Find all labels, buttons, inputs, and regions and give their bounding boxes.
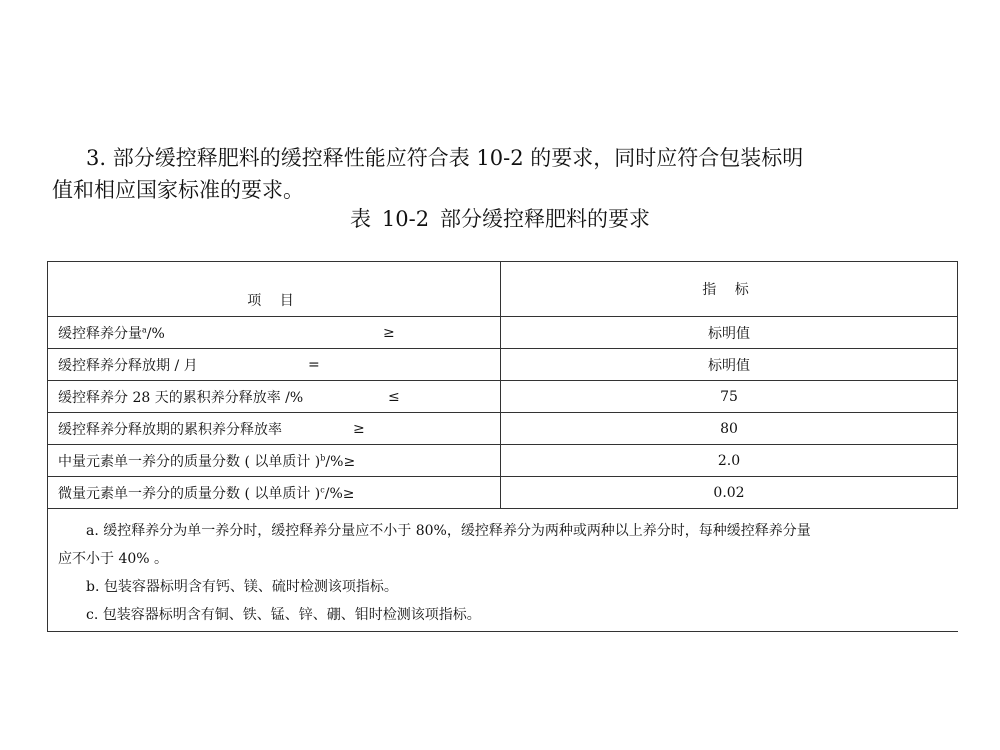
row-item-label: 微量元素单一养分的质量分数 ( 以单质计 ) [58, 485, 321, 502]
row-item-unit: /% [325, 453, 344, 470]
footnote-marker: c [320, 484, 325, 494]
intro-paragraph-line1: 3. 部分缓控释肥料的缓控释性能应符合表 10-2 的要求，同时应符合包装标明 [86, 146, 804, 170]
footnote-marker: a [142, 324, 147, 334]
intro-paragraph-line2: 值和相应国家标准的要求。 [52, 178, 304, 202]
row-item-unit: /% [324, 485, 343, 502]
row-value: 2.0 [501, 445, 958, 477]
row-item-label: 中量元素单一养分的质量分数 ( 以单质计 ) [58, 453, 321, 470]
row-item-label: 缓控释养分释放期 / 月 [58, 357, 198, 374]
table-caption: 表 10-2 部分缓控释肥料的要求 [350, 207, 650, 231]
note-a-continued: 应不小于 40% 。 [58, 551, 169, 567]
row-value: 标明值 [501, 349, 958, 381]
table-notes [48, 509, 958, 632]
table-row [48, 413, 958, 445]
header-value: 指 标 [501, 262, 958, 317]
row-value: 80 [501, 413, 958, 445]
row-value: 标明值 [501, 317, 958, 349]
row-condition: = [308, 356, 320, 373]
row-condition: ≥ [343, 453, 356, 470]
row-condition: ≥ [342, 485, 355, 502]
note-a: a. 缓控释养分为单一养分时，缓控释养分量应不小于 80%，缓控释养分为两种或两种以上养分时，每种缓控释养分量 [86, 523, 811, 539]
table-row [48, 445, 958, 477]
row-condition: ≥ [353, 420, 365, 437]
row-item-cell [48, 349, 501, 381]
intro-paragraph [52, 142, 952, 206]
table-row [48, 381, 958, 413]
row-item-unit: /% [146, 325, 165, 342]
row-item-cell [48, 477, 501, 509]
table-header-row [48, 262, 958, 317]
footnote-marker: b [320, 452, 326, 462]
requirements-table [47, 261, 958, 632]
row-item-label: 缓控释养分量 [58, 325, 142, 342]
note-c: c. 包装容器标明含有铜、铁、锰、锌、硼、钼时检测该项指标。 [86, 607, 481, 623]
row-value: 75 [501, 381, 958, 413]
row-item-cell [48, 445, 501, 477]
row-item-cell [48, 413, 501, 445]
row-item-label: 缓控释养分 28 天的累积养分释放率 /% [58, 389, 304, 406]
row-item-cell [48, 381, 501, 413]
table-row [48, 349, 958, 381]
table-row [48, 477, 958, 509]
row-item-cell [48, 317, 501, 349]
row-item-label: 缓控释养分释放期的累积养分释放率 [58, 421, 282, 438]
table-row [48, 317, 958, 349]
row-condition: ≤ [388, 388, 400, 405]
row-value: 0.02 [501, 477, 958, 509]
header-item: 项 目 [48, 262, 501, 317]
row-condition: ≥ [383, 324, 395, 341]
note-b: b. 包装容器标明含有钙、镁、硫时检测该项指标。 [86, 579, 398, 595]
table-notes-row [48, 509, 958, 632]
